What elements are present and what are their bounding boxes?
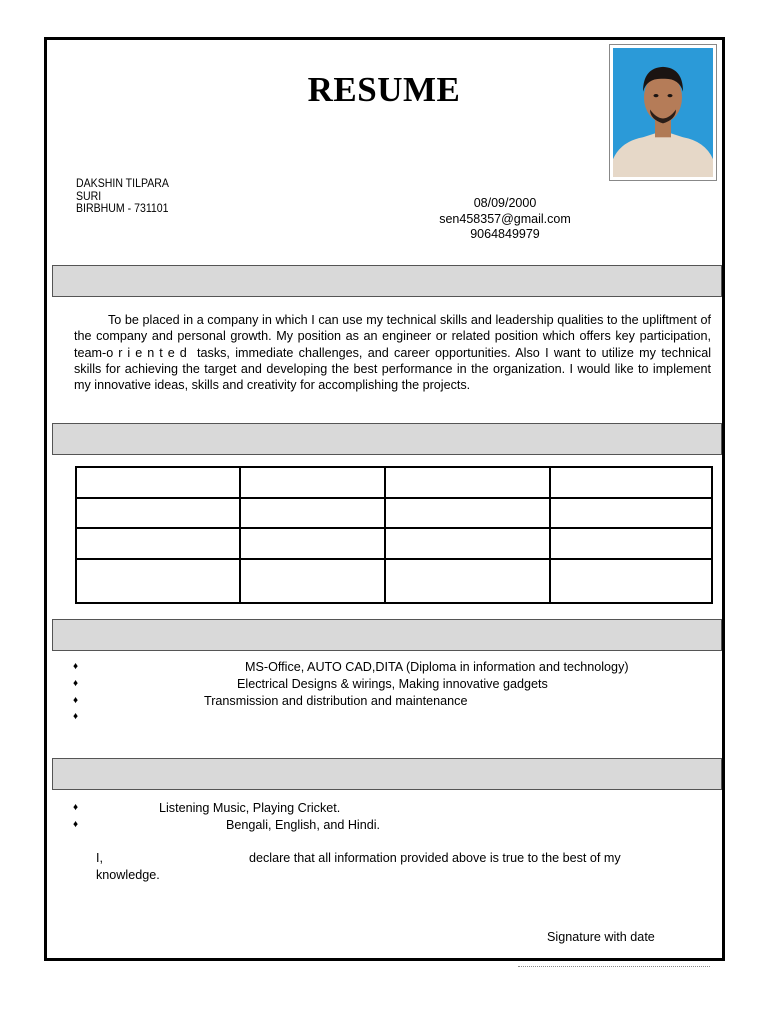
table-cell (550, 498, 712, 528)
address-line-2: SURI (76, 188, 102, 203)
table-cell (550, 467, 712, 498)
table-row (76, 559, 712, 603)
table-cell (385, 528, 550, 559)
email-address: sen458357@gmail.com (439, 211, 571, 226)
languages-text: Bengali, English, and Hindi. (226, 817, 381, 832)
profile-photo-image (613, 48, 713, 177)
table-cell (76, 559, 240, 603)
bullet-icon: ♦ (73, 661, 79, 672)
objective-text-2: tasks, immediate challenges, and career opportunities. Also I want to utilize my technical skills for achieving the target and developing the best performance in the organization. I would like to implement my innovative ideas, skills and creativity for accomplishing the projects. (74, 345, 711, 393)
section-header-bar-4 (52, 758, 722, 790)
table-cell (76, 467, 240, 498)
table-cell (385, 467, 550, 498)
education-table (75, 466, 713, 604)
table-cell (385, 559, 550, 603)
section-header-bar-2 (52, 423, 722, 455)
table-row (76, 528, 712, 559)
bullet-icon: ♦ (73, 802, 79, 813)
table-cell (76, 528, 240, 559)
phone-number: 9064849979 (470, 227, 540, 241)
skill-text: Electrical Designs & wirings, Making innovative gadgets (237, 676, 548, 691)
table-cell (240, 498, 385, 528)
table-cell (240, 559, 385, 603)
date-of-birth: 08/09/2000 (473, 196, 537, 210)
declaration-text: declare that all information provided above is true to the best of my knowledge. (96, 851, 621, 882)
section-header-bar-1 (52, 265, 722, 297)
table-cell (240, 528, 385, 559)
declaration-prefix: I, (96, 851, 103, 865)
skill-text: MS-Office, AUTO CAD,DITA (Diploma in information and technology) (245, 660, 629, 674)
objective-paragraph (74, 312, 711, 393)
bullet-icon: ♦ (73, 711, 79, 723)
bullet-icon: ♦ (73, 694, 79, 706)
table-cell (76, 498, 240, 528)
footer-dotted-line (518, 966, 710, 967)
address-line-3: BIRBHUM - 731101 (76, 201, 169, 215)
table-cell (550, 528, 712, 559)
objective-text-spaced: oriented (106, 345, 192, 360)
skill-text: Transmission and distribution and maintenance (204, 693, 468, 708)
section-header-bar-3 (52, 619, 722, 651)
bullet-icon: ♦ (73, 818, 79, 830)
address-line-1: DAKSHIN TILPARA (76, 176, 169, 190)
signature-label: Signature with date (547, 930, 655, 944)
address-block (76, 177, 169, 215)
table-row (76, 467, 712, 498)
table-cell (240, 467, 385, 498)
profile-photo (609, 44, 717, 181)
bullet-icon: ♦ (73, 677, 79, 689)
declaration-paragraph (96, 850, 662, 883)
objective-text-1: To be placed in a company in which I can use my technical skills and leadership qualities to the upliftment of the company and personal growth. My position as an engineer or related position which offers key participation, team- (74, 313, 711, 360)
table-cell (550, 559, 712, 603)
hobbies-text: Listening Music, Playing Cricket. (159, 801, 341, 815)
resume-title: RESUME (307, 70, 461, 109)
table-row (76, 498, 712, 528)
table-cell (385, 498, 550, 528)
contact-block (400, 196, 610, 243)
